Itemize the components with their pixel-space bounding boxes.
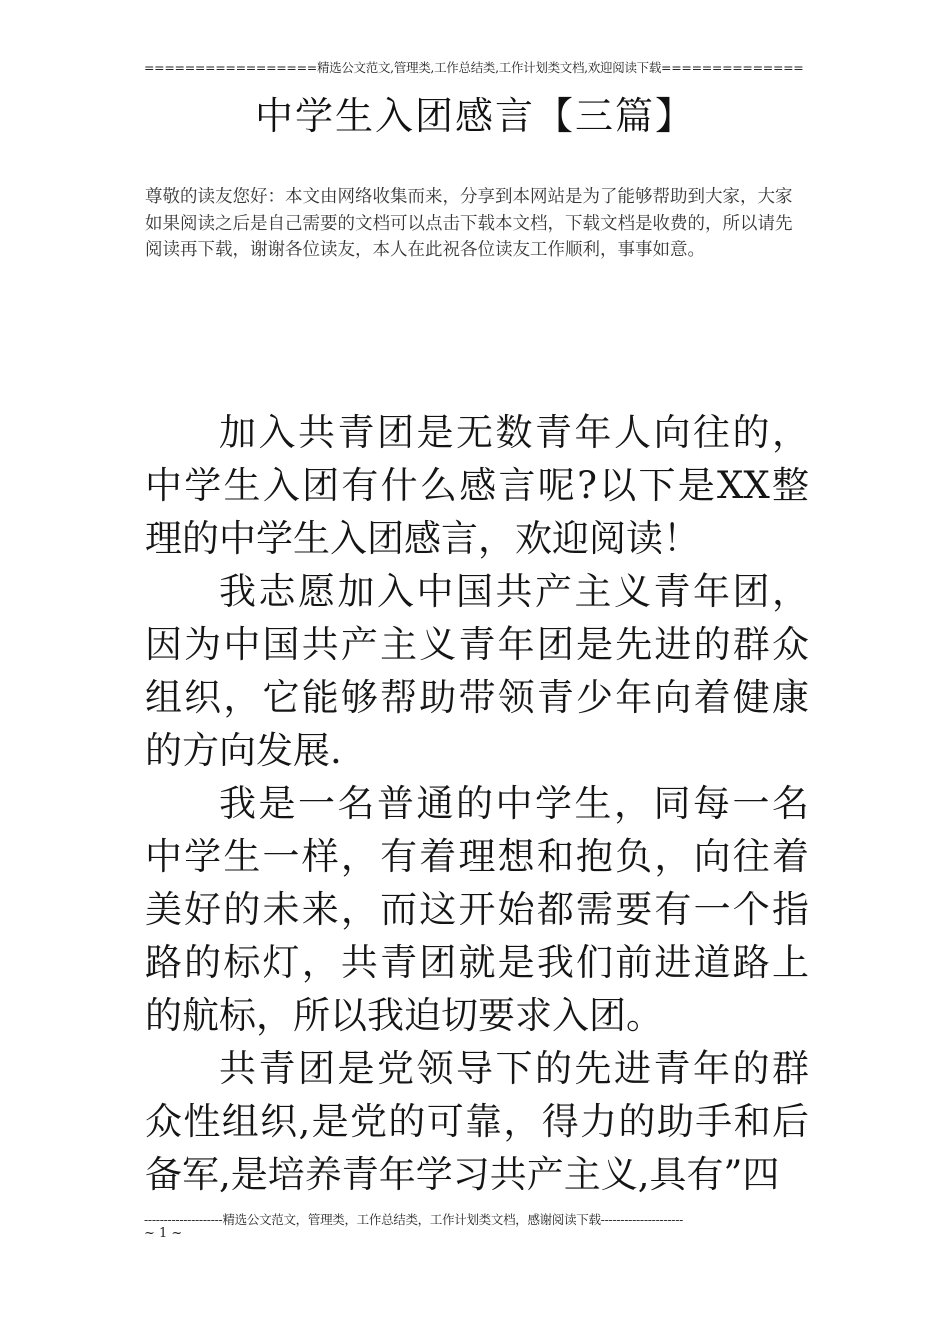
page-number: ~ 1 ~ <box>144 1226 183 1241</box>
document-body <box>145 406 809 1201</box>
reader-notice: 尊敬的读友您好：本文由网络收集而来，分享到本网站是为了能够帮助到大家，大家如果阅读之后是自己需要的文档可以点击下载本文档，下载文档是收费的，所以请先阅读再下载，谢谢各位读友，本人在此祝各位读友工作顺利，事事如意。 <box>145 187 793 260</box>
body-paragraph: 加入共青团是无数青年人向往的，中学生入团有什么感言呢?以下是XX整理的中学生入团感言，欢迎阅读！ <box>145 411 809 560</box>
body-paragraph: 我是一名普通的中学生，同每一名中学生一样，有着理想和抱负，向往着美好的未来，而这开始都需要有一个指路的标灯，共青团就是我们前进道路上的航标，所以我迫切要求入团。 <box>145 782 809 1037</box>
page-header: =================精选公文范文,管理类,工作总结类,工作计划类文档,欢迎阅读下载============== <box>144 60 804 75</box>
body-paragraph: 共青团是党领导下的先进青年的群众性组织,是党的可靠，得力的助手和后备军,是培养青年学习共产主义,具有”四 <box>145 1047 809 1196</box>
page-footer: --------------------精选公文范文，管理类，工作总结类，工作计划类文档，感谢阅读下载--------------------- <box>144 1212 684 1227</box>
body-paragraph: 我志愿加入中国共产主义青年团，因为中国共产主义青年团是先进的群众组织，它能够帮助带领青少年向着健康的方向发展. <box>145 570 809 772</box>
document-title: 中学生入团感言【三篇】 <box>254 94 695 138</box>
